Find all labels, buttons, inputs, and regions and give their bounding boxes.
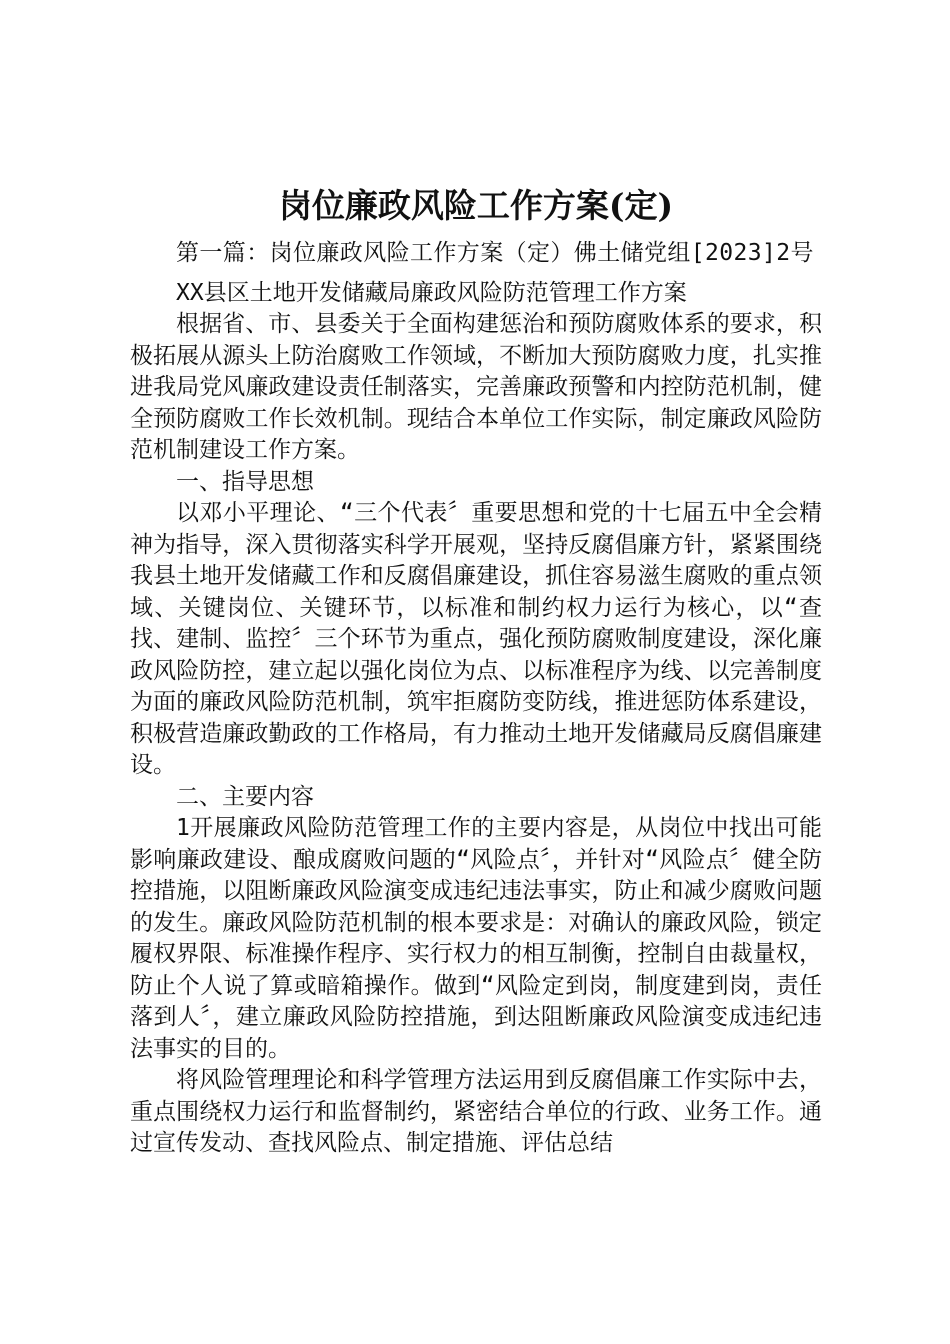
- intro-paragraph: 第一篇：岗位廉政风险工作方案（定）佛土储党组[2023]2号: [176, 240, 814, 266]
- method-paragraph: 将风险管理理论和科学管理方法运用到反腐倡廉工作实际中去，重点围绕权力运行和监督制约，紧密结合单位的行政、业务工作。通过宣传发动、查找风险点、制定措施、评估总结: [130, 1067, 822, 1156]
- plan-title-paragraph: XX县区土地开发储藏局廉政风险防范管理工作方案: [176, 279, 687, 306]
- section-heading-guiding-ideology: 一、指导思想: [176, 468, 314, 495]
- background-paragraph: 根据省、市、县委关于全面构建惩治和预防腐败体系的要求，积极拓展从源头上防治腐败工作领域，不断加大预防腐败力度，扎实推进我局党风廉政建设责任制落实，完善廉政预警和内控防范机制，健全预防腐败工作长效机制。现结合本单位工作实际，制定廉政风险防范机制建设工作方案。: [130, 311, 822, 463]
- spacer: [130, 270, 822, 278]
- guiding-ideology-paragraph: 以邓小平理论、“三个代表〞重要思想和党的十七届五中全会精神为指导，深入贯彻落实科学开展观，坚持反腐倡廉方针，紧紧围绕我县土地开发储藏工作和反腐倡廉建设，抓住容易滋生腐败的重点领域、关键岗位、关键环节，以标准和制约权力运行为核心，以“查找、建制、监控〞三个环节为重点，强化预防腐败制度建设，深化廉政风险防控，建立起以强化岗位为点、以标准程序为线、以完善制度为面的廉政风险防范机制，筑牢拒腐防变防线，推进惩防体系建设，积极营造廉政勤政的工作格局，有力推动土地开发储藏局反腐倡廉建设。: [130, 500, 822, 778]
- document-title: 岗位廉政风险工作方案(定): [278, 186, 674, 225]
- document-page: [130, 180, 822, 1160]
- main-content-paragraph: 1开展廉政风险防范管理工作的主要内容是，从岗位中找出可能影响廉政建设、酿成腐败问题的“风险点〞，并针对“风险点〞健全防控措施，以阻断廉政风险演变成违纪违法事实，防止和减少腐败问题的发生。廉政风险防范机制的根本要求是：对确认的廉政风险，锁定履权界限、标准操作程序、实行权力的相互制衡，控制自由裁量权，防止个人说了算或暗箱操作。做到“风险定到岗，制度建到岗，责任落到人〞，建立廉政风险防控措施，到达阻断廉政风险演变成违纪违法事实的目的。: [130, 815, 822, 1062]
- section-heading-main-content: 二、主要内容: [176, 783, 314, 810]
